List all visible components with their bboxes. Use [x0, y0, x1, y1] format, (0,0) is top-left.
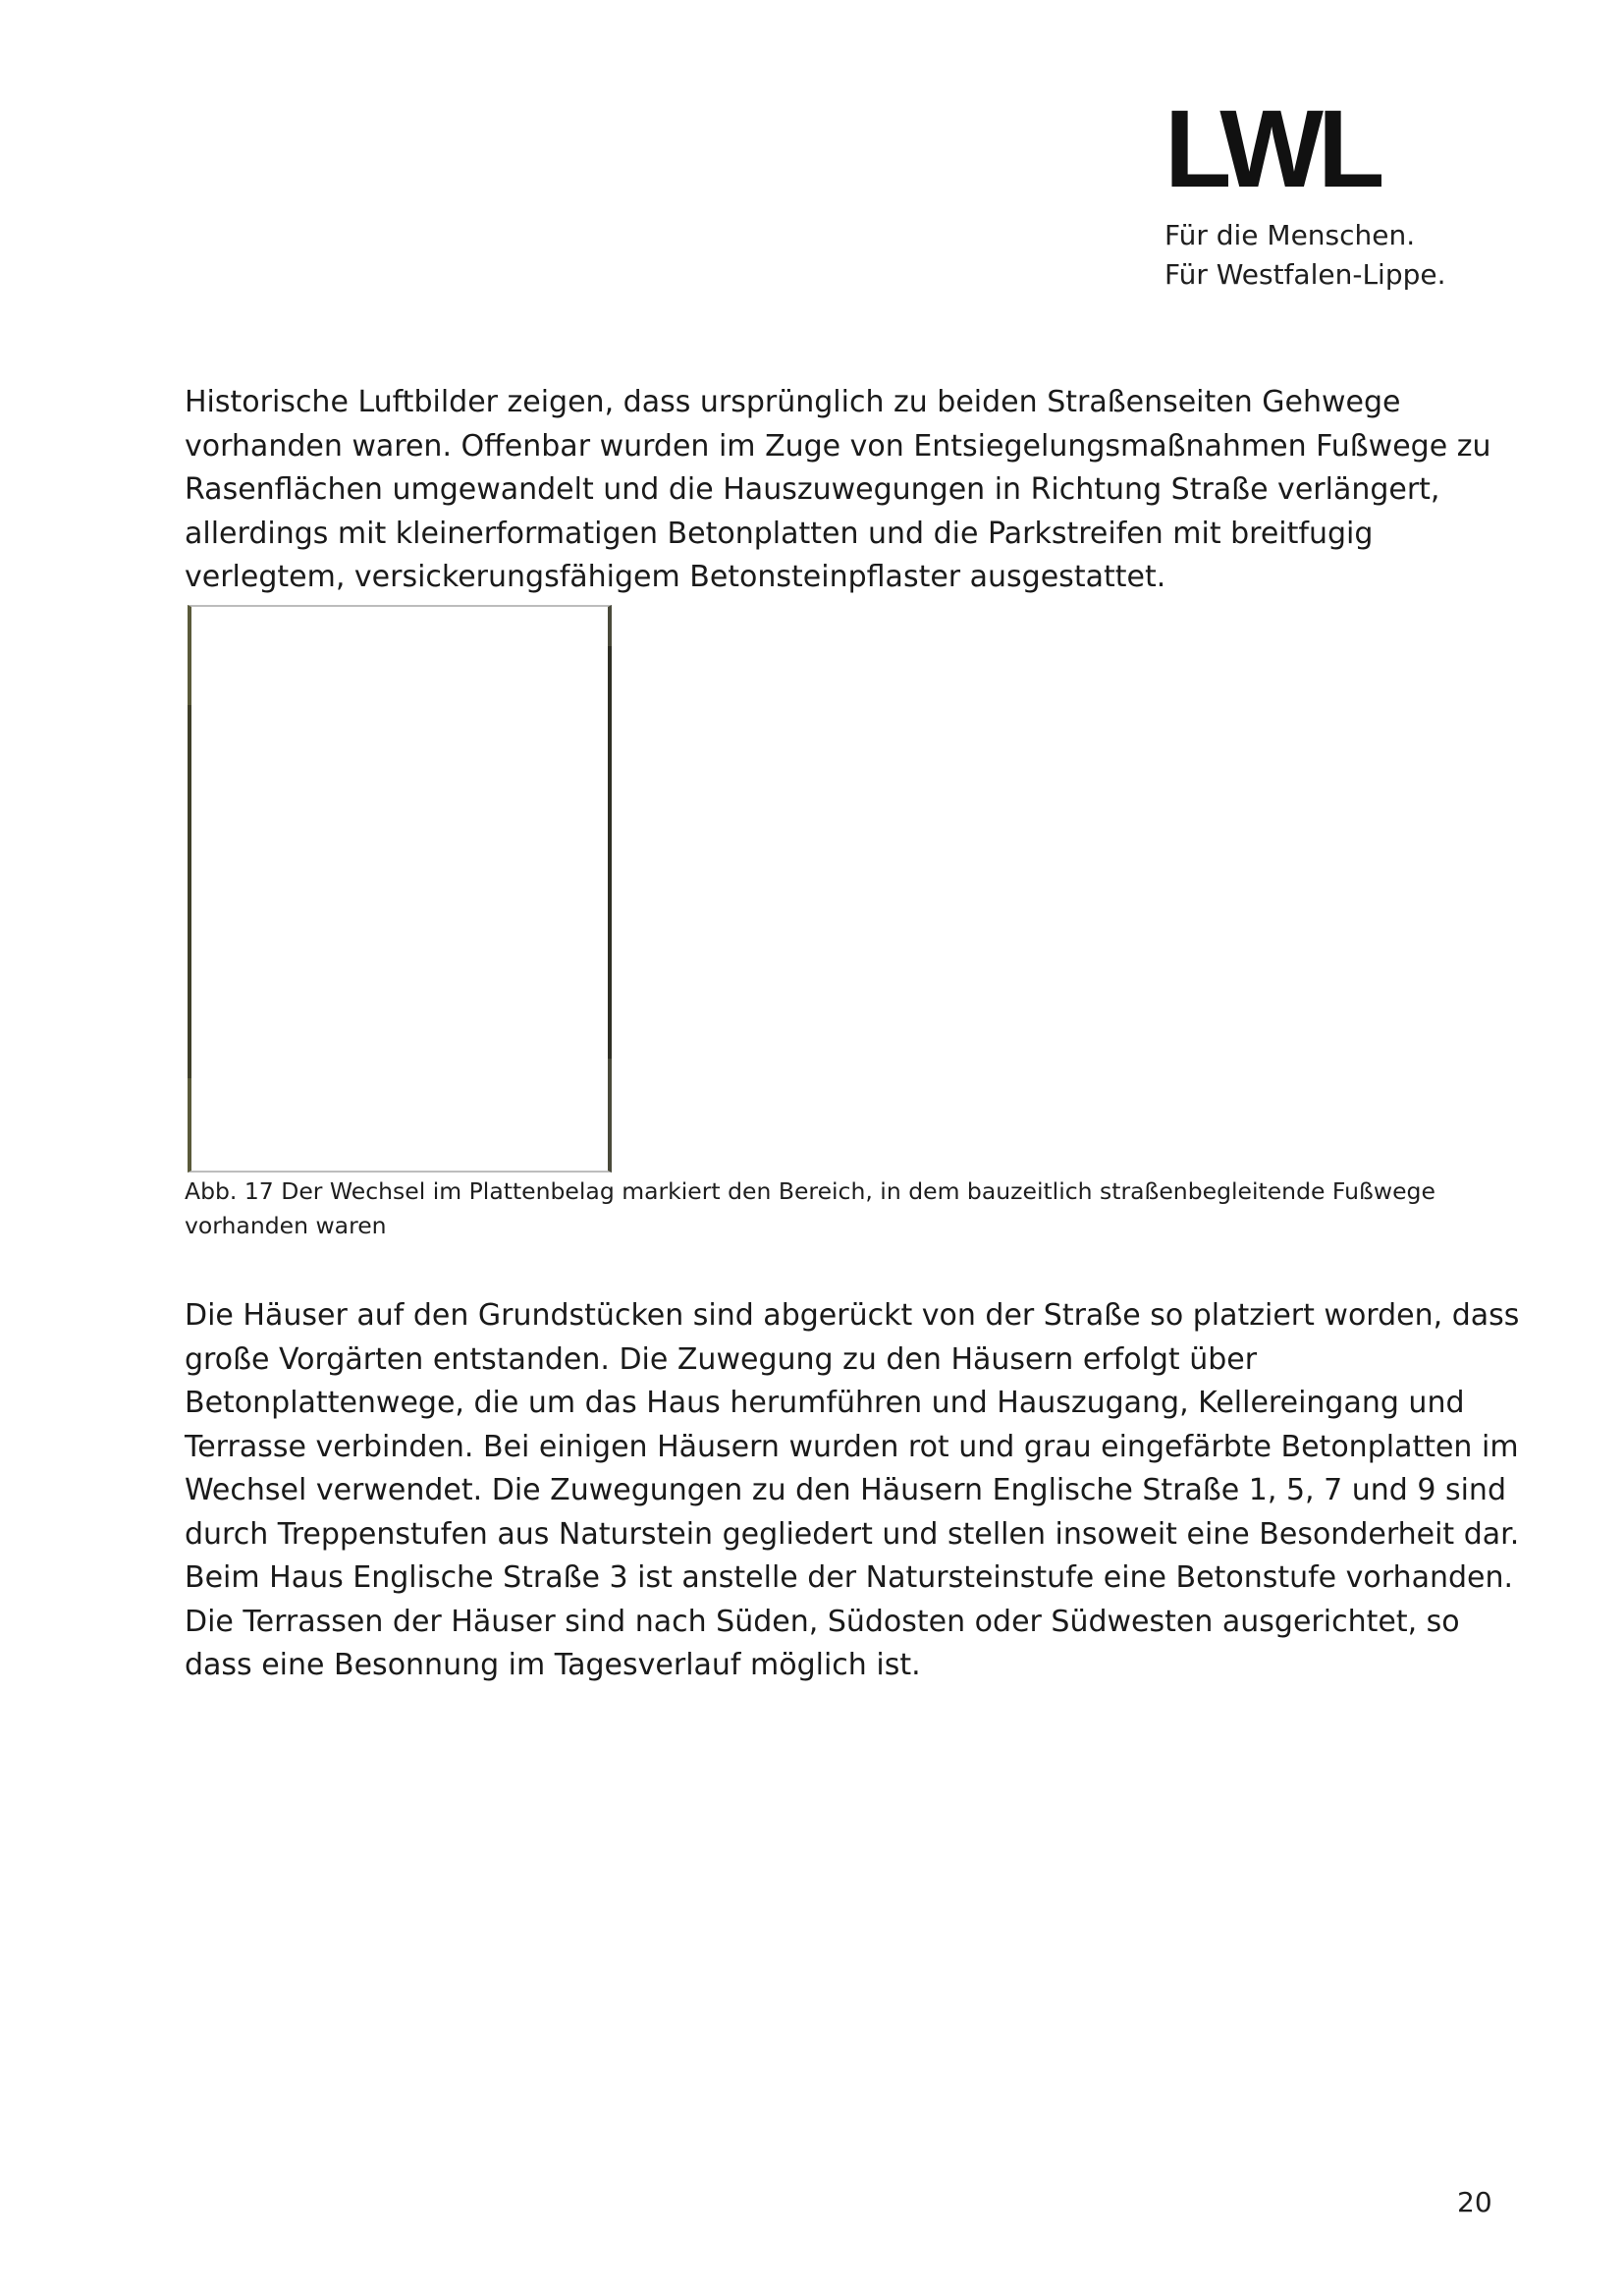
page-number: 20: [1457, 2186, 1492, 2218]
figure-caption: Abb. 17 Der Wechsel im Plattenbelag markiert den Bereich, in dem bauzeitlich straßenbegleitende Fußwege vorhanden waren: [185, 1177, 1435, 1239]
tagline-line-2: Für Westfalen-Lippe.: [1164, 258, 1446, 291]
body-paragraph-2: Die Häuser auf den Grundstücken sind abgerückt von der Straße so platziert worden, dass große Vorgärten entstanden. Die Zuwegung zu den Häusern erfolgt über Betonplattenwege, die um das Haus herumführen und Hauszugang, Kellereingang und Terrasse verbinden. Bei einigen Häusern wurden rot und grau eingefärbte Betonplatten im Wechsel verwendet. Die Zuwegungen zu den Häusern Englische Straße 1, 5, 7 und 9 sind durch Treppenstufen aus Naturstein gegliedert und stellen insoweit eine Besonderheit dar. Beim Haus Englische Straße 3 ist anstelle der Natursteinstufe eine Betonstufe vorhanden. Die Terrassen der Häuser sind nach Süden, Südosten oder Südwesten ausgerichtet, so dass eine Besonnung im Tagesverlauf möglich ist.: [185, 1298, 1520, 1682]
body-paragraph-1: Historische Luftbilder zeigen, dass ursprünglich zu beiden Straßenseiten Gehwege vorhanden waren. Offenbar wurden im Zuge von Entsiegelungsmaßnahmen Fußwege zu Rasenflächen umgewandelt und die Hauszuwegungen in Richtung Straße verlängert, allerdings mit kleinerformatigen Betonplatten und die Parkstreifen mit breitfugig verlegtem, versickerungsfähigem Betonsteinpflaster ausgestattet.: [185, 385, 1491, 594]
lwl-logo: [1164, 87, 1459, 295]
tagline-line-1: Für die Menschen.: [1164, 219, 1416, 251]
logo-tagline: [1164, 216, 1459, 295]
logo-wordmark: LWL: [1164, 87, 1380, 210]
figure-photo-placeholder: [188, 605, 612, 1173]
